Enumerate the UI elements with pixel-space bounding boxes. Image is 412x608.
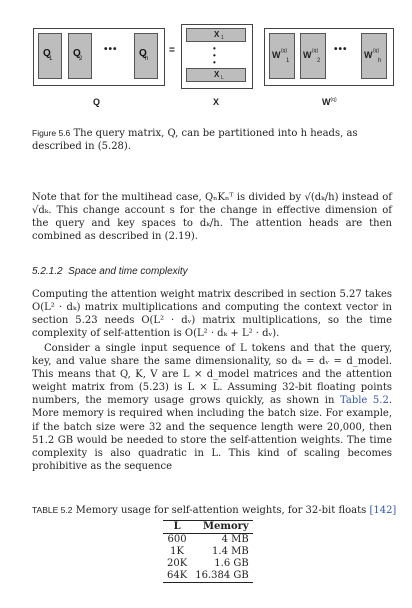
table-cell-l: 64K [163,570,191,583]
equals-sign: = [169,45,176,56]
w-block-h [361,33,387,79]
table-header-l: L [163,521,191,534]
x-row-1 [186,28,246,42]
q-head-sub: 1 [49,56,53,62]
figure-label-w-sup: (q) [330,97,337,103]
w-sup: (q) [281,48,288,54]
table-header-row [163,521,253,534]
q-head-1 [38,33,62,79]
w-letter: W [303,50,312,60]
q-dots: ••• [104,44,118,55]
w-letter: W [364,50,373,60]
x-row-sub: 1 [221,35,224,41]
w-sub: 2 [317,58,321,64]
w-sub: h [378,58,382,64]
q-head-letter: Q [73,48,81,59]
q-head-letter: Q [139,48,147,59]
figure-label-q: Q [93,97,101,107]
table-cell-memory: 1.6 GB [214,558,249,569]
paragraph-memory-text-b: . More memory is required when including the batch size. For example, if the batch size were 32 and the sequence length were 20,000, then 51.2 GB would be needed to store the self-attention weights. The time complexity is also quadratic in L. This kind of scaling becomes prohibitive as the sequence [32,395,392,472]
figure-caption-label: Figure 5.6 [32,128,71,138]
section-number: 5.2.1.2 [32,266,63,277]
x-row-letter: X [214,70,220,79]
figure-label-w-letter: W [322,97,331,107]
memory-table [163,520,253,583]
paragraph-complexity: Computing the attention weight matrix described in section 5.27 takes O(L² · dₖ) matrix multiplications and computing the context vector in section 5.23 needs O(L² · dᵥ) matrix multiplications, so the time complexity of self-attention is O(L² · dₖ + L² · dᵥ). [32,289,392,340]
table-cell-memory: 1.4 MB [212,546,249,557]
x-row-letter: X [214,30,220,39]
paragraph-memory [32,342,392,473]
table-caption-label: TABLE 5.2 [32,505,73,515]
x-vertical-dots: • • • [213,44,216,67]
table-row [163,570,253,583]
w-sup: (q) [373,48,380,54]
q-head-sub: 2 [79,56,83,62]
table-citation-link[interactable]: [142] [369,505,397,516]
section-title: Space and time complexity [68,266,188,277]
w-letter: W [272,50,281,60]
w-dots: ••• [334,44,348,55]
x-row-l [186,68,246,82]
q-head-2 [68,33,92,79]
table-cell-l: 1K [170,546,185,557]
table-reference-link[interactable]: Table 5.2 [339,395,389,407]
table-row [163,558,253,570]
table-caption-text: Memory usage for self-attention weights, for 32-bit floats [75,505,367,516]
paragraph-multihead: Note that for the multihead case, QₙKₙᵀ is divided by √(dₖ/h) instead of √dₖ. This change account s for the change in effective dimension of the query and key spaces to dₖ/h. The attention heads are then combined as described in (2.19). [32,192,392,243]
x-row-sub: L [221,75,224,81]
table-cell-l: 600 [167,534,187,545]
w-sub: 1 [286,58,290,64]
figure-label-w [322,97,337,107]
q-head-h [134,33,158,79]
figure-caption [32,127,392,153]
table-caption [32,505,396,516]
q-head-letter: Q [43,48,51,59]
figure-label-x: X [213,97,220,107]
section-heading [32,266,188,277]
table-row [163,534,253,547]
table-row [163,546,253,558]
q-head-sub: h [145,56,149,62]
w-sup: (q) [312,48,319,54]
w-block-1 [269,33,295,79]
paragraph-memory-text-a: Consider a single input sequence of L tokens and that the query, key, and value share the same dimensionality, so dₖ = dᵥ = d_model. This means that Q, K, V are L × d_model matrices and the attention weight matrix from (5.23) is L × L. Assuming 32-bit floating points numbers, the memory usage grows quickly, as shown in [32,343,392,407]
figure-caption-text: The query matrix, Q, can be partitioned into h heads, as described in (5.28). [32,128,358,152]
table-cell-memory: 4 MB [221,534,249,545]
w-block-2 [300,33,326,79]
table-cell-memory: 16.384 GB [191,570,253,583]
table-cell-l: 20K [167,558,188,569]
table-header-memory: Memory [191,521,253,534]
